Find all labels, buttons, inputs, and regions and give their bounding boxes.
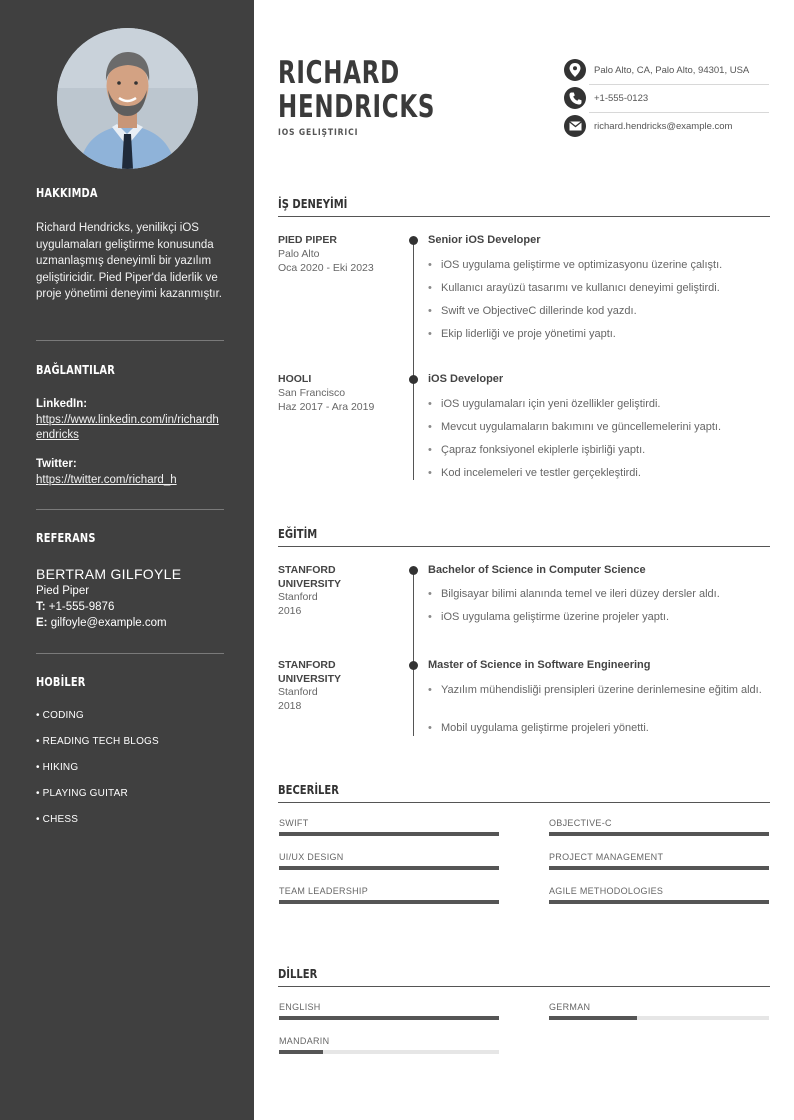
profile-photo <box>57 28 198 169</box>
skill-name: SWIFT <box>279 818 309 828</box>
experience-dates: Oca 2020 - Eki 2023 <box>278 262 374 274</box>
language-bar-fill <box>279 1050 323 1054</box>
links-section <box>36 363 224 377</box>
experience-bullet: • iOS uygulama geliştirme ve optimizasyonu üzerine çalıştı. <box>428 258 758 273</box>
skill-name: TEAM LEADERSHIP <box>279 886 369 896</box>
section-rule <box>278 802 770 803</box>
experience-bullet: • Kullanıcı arayüzü tasarımı ve kullanıcı deneyimi geliştirdi. <box>428 281 758 296</box>
contact-address: Palo Alto, CA, Palo Alto, 94301, USA <box>594 64 750 76</box>
contact-phone: +1-555-0123 <box>594 92 649 104</box>
section-rule <box>278 546 770 547</box>
experience-bullet: • Çapraz fonksiyonel ekiplerle işbirliği yaptı. <box>428 443 758 458</box>
skill-bar <box>279 866 499 870</box>
name-line-1: RICHARD <box>278 55 400 91</box>
linkedin-link-block <box>36 397 224 443</box>
skill-bar-fill <box>279 900 499 904</box>
skills-title: BECERİLER <box>278 782 339 797</box>
reference-email: gilfoyle@example.com <box>50 617 167 629</box>
skill-item <box>549 886 769 904</box>
language-bar-fill <box>279 1016 499 1020</box>
skill-bar-fill <box>549 866 769 870</box>
timeline-dot <box>409 375 418 384</box>
avatar <box>57 28 198 169</box>
language-bar <box>549 1016 769 1020</box>
reference-email-row <box>36 615 224 631</box>
experience-company: HOOLI <box>278 373 312 385</box>
timeline-dot <box>409 661 418 670</box>
section-rule <box>278 216 770 217</box>
timeline-dot <box>409 566 418 575</box>
about-text: Richard Hendricks, yenilikçi iOS uygulamaları geliştirme konusunda uzmanlaşmış deneyimli bir yazılım geliştiricidir. Pied Piper'da liderlik ve proje yönetimi deneyimi kazanmıştır. <box>36 222 222 300</box>
reference-phone-row <box>36 599 224 615</box>
linkedin-link[interactable]: https://www.linkedin.com/in/richardhendricks <box>36 414 219 441</box>
reference-email-label: E: <box>36 617 48 629</box>
education-school: STANFORD UNIVERSITY <box>278 564 342 590</box>
skill-bar <box>279 900 499 904</box>
experience-dates: Haz 2017 - Ara 2019 <box>278 401 375 413</box>
experience-role: Senior iOS Developer <box>428 234 541 246</box>
email-icon <box>564 115 586 137</box>
experience-role: iOS Developer <box>428 373 504 385</box>
contact-phone-row <box>564 85 769 111</box>
education-bullet: • Mobil uygulama geliştirme projeleri yönetti. <box>428 721 758 736</box>
education-degree: Master of Science in Software Engineering <box>428 659 651 671</box>
education-location: Stanford <box>278 591 318 603</box>
skill-item <box>279 886 499 904</box>
skill-bar <box>279 832 499 836</box>
education-bullet: • iOS uygulama geliştirme üzerine projeler yaptı. <box>428 610 758 625</box>
experience-company: PIED PIPER <box>278 234 337 246</box>
twitter-link[interactable]: https://twitter.com/richard_h <box>36 474 177 486</box>
language-item <box>279 1002 499 1020</box>
reference-phone: +1-555-9876 <box>48 601 115 613</box>
linkedin-label: LinkedIn: <box>36 398 88 410</box>
skill-bar <box>549 866 769 870</box>
skill-name: AGILE METHODOLOGIES <box>549 886 664 896</box>
skill-name: PROJECT MANAGEMENT <box>549 852 664 862</box>
language-bar-fill <box>549 1016 637 1020</box>
skill-bar <box>549 832 769 836</box>
skill-bar-fill <box>549 900 769 904</box>
sidebar <box>0 0 254 1120</box>
twitter-link-block <box>36 457 224 488</box>
language-name: GERMAN <box>549 1002 591 1012</box>
skill-item <box>279 818 499 836</box>
reference-block <box>36 565 224 631</box>
timeline-line <box>413 240 414 480</box>
language-name: MANDARIN <box>279 1036 330 1046</box>
skill-item <box>549 852 769 870</box>
skill-item <box>279 852 499 870</box>
location-pin-icon <box>564 59 586 81</box>
reference-name: BERTRAM GILFOYLE <box>36 566 182 582</box>
education-school: STANFORD UNIVERSITY <box>278 659 342 685</box>
timeline-line <box>413 570 414 736</box>
links-title: BAĞLANTILAR <box>36 363 115 377</box>
experience-bullet: • Mevcut uygulamaların bakımını ve güncellemelerini yaptı. <box>428 420 758 435</box>
contact-address-row <box>564 57 769 83</box>
phone-icon <box>564 87 586 109</box>
hobby-item: • READING TECH BLOGS <box>36 736 159 747</box>
language-name: ENGLISH <box>279 1002 321 1012</box>
experience-location: Palo Alto <box>278 248 320 260</box>
hobby-item: • PLAYING GUITAR <box>36 788 128 799</box>
experience-location: San Francisco <box>278 387 346 399</box>
language-bar <box>279 1016 499 1020</box>
experience-bullet: • Swift ve ObjectiveC dillerinde kod yazdı. <box>428 304 758 319</box>
skill-bar-fill <box>549 832 769 836</box>
education-year: 2016 <box>278 605 302 617</box>
education-bullet: • Bilgisayar bilimi alanında temel ve ileri düzey dersler aldı. <box>428 587 758 602</box>
skill-item <box>549 818 769 836</box>
reference-section <box>36 531 224 545</box>
skill-bar <box>549 900 769 904</box>
person-name <box>278 56 435 124</box>
name-line-2: HENDRICKS <box>278 89 436 125</box>
hobbies-section <box>36 675 224 689</box>
about-title: HAKKIMDA <box>36 186 98 200</box>
skill-bar-fill <box>279 832 499 836</box>
reference-company: Pied Piper <box>36 585 90 597</box>
divider <box>36 340 224 341</box>
divider <box>36 653 224 654</box>
hobby-item: • CODING <box>36 710 84 721</box>
experience-bullet: • Ekip liderliği ve proje yönetimi yaptı. <box>428 327 758 342</box>
divider <box>36 509 224 510</box>
about-section <box>36 186 224 200</box>
job-title: IOS GELIŞTIRICI <box>278 128 359 138</box>
hobbies-title: HOBİLER <box>36 675 86 689</box>
language-bar <box>279 1050 499 1054</box>
experience-title: İŞ DENEYİMİ <box>278 196 348 211</box>
skill-bar-fill <box>279 866 499 870</box>
education-degree: Bachelor of Science in Computer Science <box>428 564 646 576</box>
language-item <box>279 1036 499 1054</box>
contact-email: richard.hendricks@example.com <box>594 120 733 132</box>
education-bullet: • Yazılım mühendisliği prensipleri üzerine derinlemesine eğitim aldı. <box>428 683 763 698</box>
section-rule <box>278 986 770 987</box>
hobby-item: • CHESS <box>36 814 79 825</box>
skill-name: UI/UX DESIGN <box>279 852 344 862</box>
education-location: Stanford <box>278 686 318 698</box>
timeline-dot <box>409 236 418 245</box>
education-year: 2018 <box>278 700 302 712</box>
languages-title: DİLLER <box>278 966 318 981</box>
language-item <box>549 1002 769 1020</box>
reference-title: REFERANS <box>36 531 96 545</box>
skill-name: OBJECTIVE-C <box>549 818 612 828</box>
experience-bullet: • Kod incelemeleri ve testler gerçekleştirdi. <box>428 466 758 481</box>
contact-email-row <box>564 113 769 139</box>
twitter-label: Twitter: <box>36 458 77 470</box>
education-title: EĞİTİM <box>278 526 318 541</box>
hobby-item: • HIKING <box>36 762 79 773</box>
reference-phone-label: T: <box>36 601 46 613</box>
experience-bullet: • iOS uygulamaları için yeni özellikler geliştirdi. <box>428 397 758 412</box>
